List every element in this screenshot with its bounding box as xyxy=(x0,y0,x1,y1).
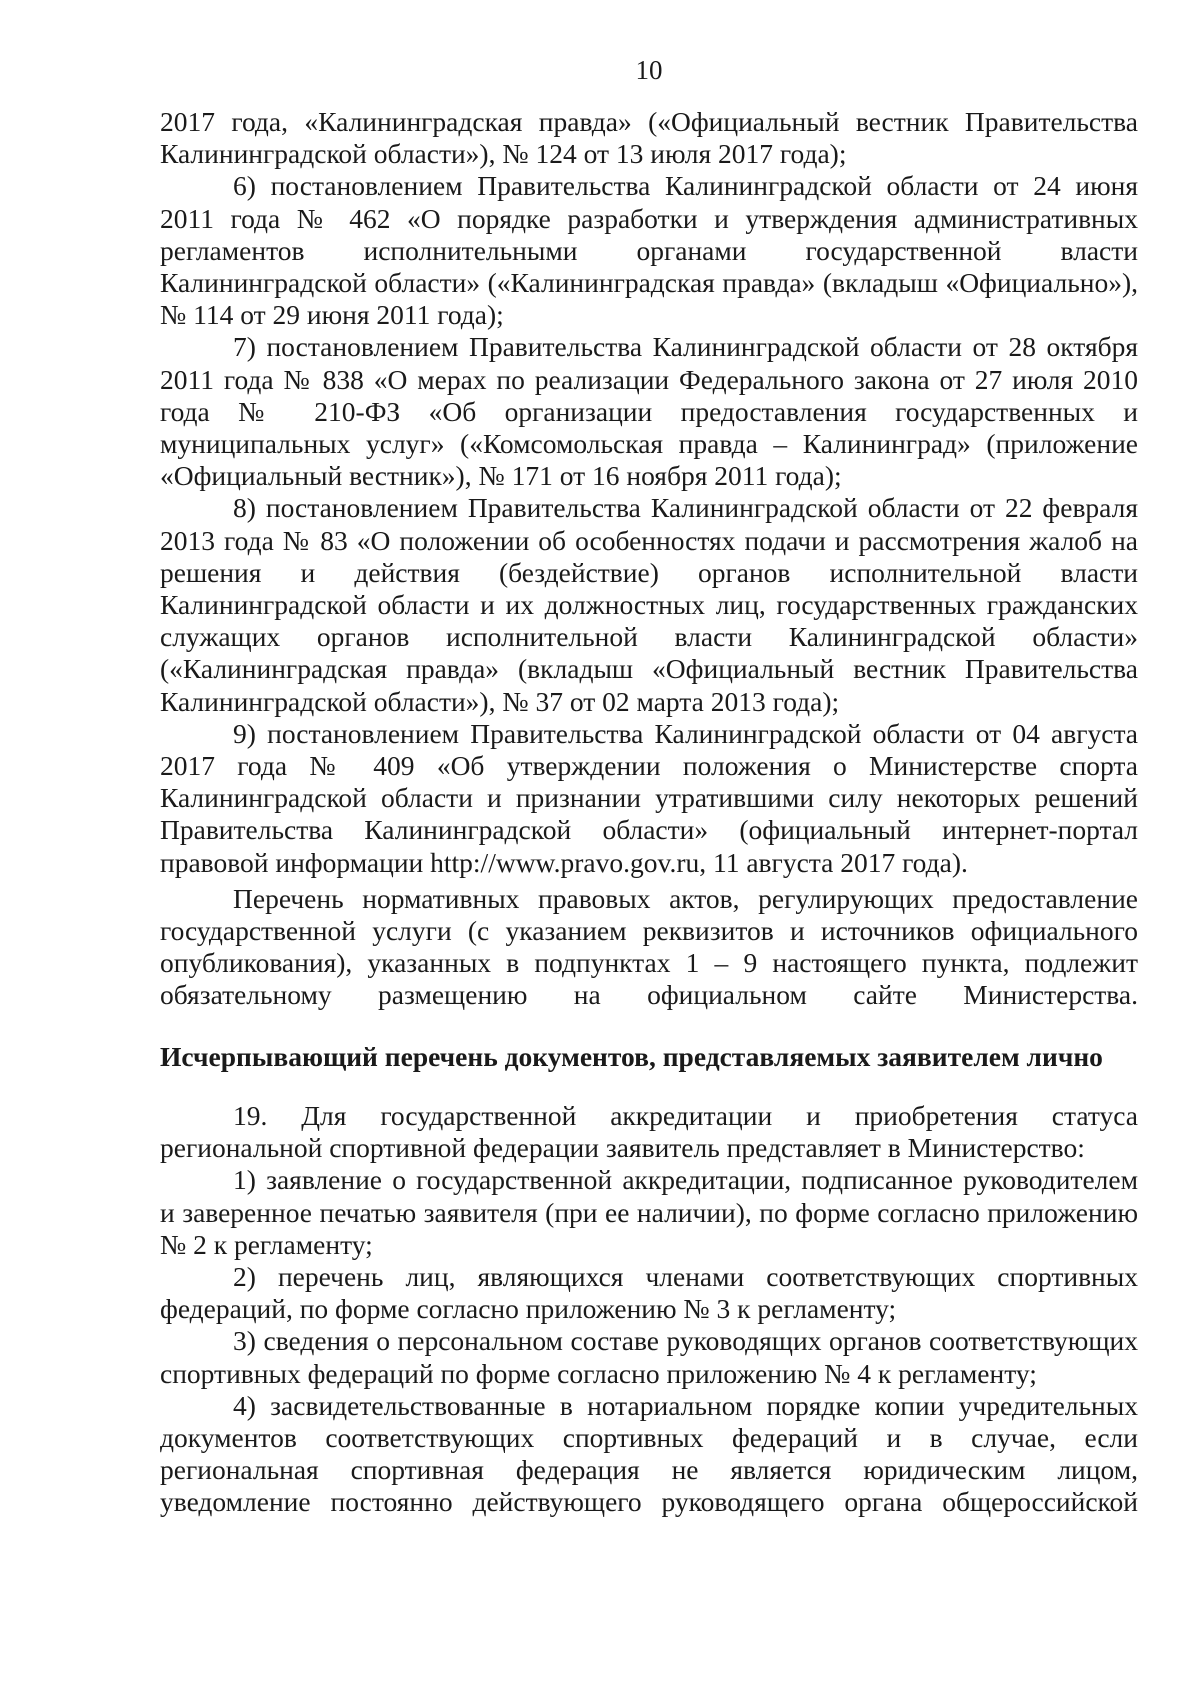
list-item-8: 8) постановлением Правительства Калининградской области от 22 февраля 2013 года № 83 «О положении об особенностях подачи и рассмотрения жалоб на решения и действия (бездействие) органов исполнительной власти Калининградской области и их должностных лиц, государственных гражданских служащих органов исполнительной власти Калининградской области» («Калининградская правда» (вкладыш «Официальный вестник Правительства Калининградской области»), № 37 от 02 марта 2013 года); xyxy=(160,492,1138,717)
document-item-1: 1) заявление о государственной аккредитации, подписанное руководителем и заверенное печатью заявителя (при ее наличии), по форме согласно приложению № 2 к регламенту; xyxy=(160,1164,1138,1260)
document-item-2: 2) перечень лиц, являющихся членами соответствующих спортивных федераций, по форме согласно приложению № 3 к регламенту; xyxy=(160,1260,1138,1325)
document-body xyxy=(160,106,1138,1519)
list-item-6: 6) постановлением Правительства Калининградской области от 24 июня 2011 года № 462 «О порядке разработки и утверждения административных регламентов исполнительными органами государственной власти Калининградской области» («Калининградская правда» (вкладыш «Официально»), № 114 от 29 июня 2011 года); xyxy=(160,170,1138,331)
paragraph-list-summary: Перечень нормативных правовых актов, регулирующих предоставление государственной услуги (с указанием реквизитов и источников официального опубликования), указанных в подпунктах 1 – 9 настоящего пункта, подлежит обязательному размещению на официальном сайте Министерства. xyxy=(160,882,1138,1011)
section-heading: Исчерпывающий перечень документов, представляемых заявителем лично xyxy=(160,1040,1103,1072)
document-item-4: 4) засвидетельствованные в нотариальном порядке копии учредительных документов соответствующих спортивных федераций и в случае, если региональная спортивная федерация не является юридическим лицом, уведомление постоянно действующего руководящего органа общероссийской xyxy=(160,1389,1138,1518)
document-item-3: 3) сведения о персональном составе руководящих органов соответствующих спортивных федераций по форме согласно приложению № 4 к регламенту; xyxy=(160,1325,1138,1389)
list-item-7: 7) постановлением Правительства Калининградской области от 28 октября 2011 года № 838 «О мерах по реализации Федерального закона от 27 июля 2010 года № 210-ФЗ «Об организации предоставления государственных и муниципальных услуг» («Комсомольская правда – Калининград» (приложение «Официальный вестник»), № 171 от 16 ноября 2011 года); xyxy=(160,331,1138,492)
paragraph-19: 19. Для государственной аккредитации и приобретения статуса региональной спортивной федерации заявитель представляет в Министерство: xyxy=(160,1099,1138,1164)
list-item-9: 9) постановлением Правительства Калининградской области от 04 августа 2017 года № 409 «Об утверждении положения о Министерстве спорта Калининградской области и признании утратившими силу некоторых решений Правительства Калининградской области» (официальный интернет-портал правовой информации http://www.pravo.gov.ru, 11 августа 2017 года). xyxy=(160,717,1138,878)
page-number: 10 xyxy=(635,55,663,85)
paragraph-continuation: 2017 года, «Калининградская правда» («Официальный вестник Правительства Калининградской области»), № 124 от 13 июля 2017 года); xyxy=(160,106,1138,170)
